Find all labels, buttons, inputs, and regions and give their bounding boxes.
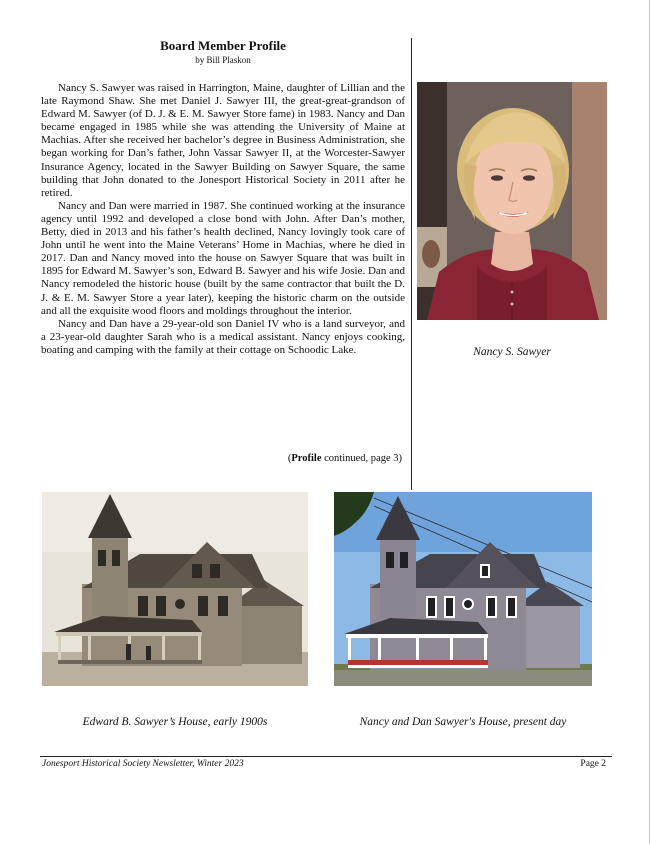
article-paragraph-1: Nancy S. Sawyer was raised in Harrington, Maine, daughter of Lillian and the late Raymond Shaw. She met Daniel J. Sawyer III, the great-great-grandson of Edward M. Sawyer (of D. J. & E. M. Sawyer Store fame) in 1983. Nancy and Dan became engaged in 1985 while she was attending the University of Maine at Machias. After she received her bachelor’s degree in Business Administration, she began working for Dan’s father, John Vassar Sawyer II, at the Worcester-Sawyer Insurance Agency, located in the Sawyer Building on Sawyer Square, the same building that John donated to the Jonesport Historical Society in 2011 after he retired.: [41, 82, 405, 199]
footer-divider: [40, 756, 612, 757]
article-byline: by Bill Plaskon: [195, 55, 251, 65]
new-house-photo: [334, 492, 592, 686]
footer-newsletter: Jonesport Historical Society Newsletter, Winter 2023: [42, 759, 244, 769]
new-house-caption: Nancy and Dan Sawyer's House, present day: [359, 716, 567, 728]
article-paragraph-2: Nancy and Dan were married in 1987. She continued working at the insurance agency until 1992 and developed a close bond with John. After Dan’s mother, Betty, died in 2013 and his father’s health declined, Nancy lovingly took care of John until he went into the Maine Veterans’ Home in Machias, where he died in 2017. Dan and Nancy moved into the house on Sawyer Square that was built in 1895 for Edward M. Sawyer’s son, Edward B. Sawyer and his wife Josie. Dan and Nancy remodeled the historic house (built by the same contractor that built the D. J. & E. M. Sawyer Store a year later), keeping the historic charm on the outside and all the exquisite wood floors and moldings throughout the interior.: [41, 199, 405, 317]
continued-rest: continued, page 3): [321, 453, 402, 464]
article-paragraph-3: Nancy and Dan have a 29-year-old son Daniel IV who is a land surveyor, and a 23-year-old daughter Sarah who is a medical assistant. Nancy enjoys cooking, boating and camping with the family at their cottage on Schoodic Lake.: [41, 317, 405, 356]
old-house-caption: Edward B. Sawyer’s House, early 1900s: [82, 716, 268, 728]
continued-open: (: [287, 453, 292, 464]
old-house-photo: [42, 492, 308, 686]
page-edge: [649, 0, 650, 844]
column-divider: [411, 38, 412, 490]
continued-note[interactable]: [288, 452, 402, 465]
continued-bold: Profile: [291, 453, 322, 464]
portrait-caption: Nancy S. Sawyer: [473, 346, 551, 358]
article-body: [41, 82, 405, 357]
footer-page-number: Page 2: [580, 759, 606, 769]
article-title: Board Member Profile: [160, 38, 286, 53]
portrait-photo: [417, 82, 607, 320]
